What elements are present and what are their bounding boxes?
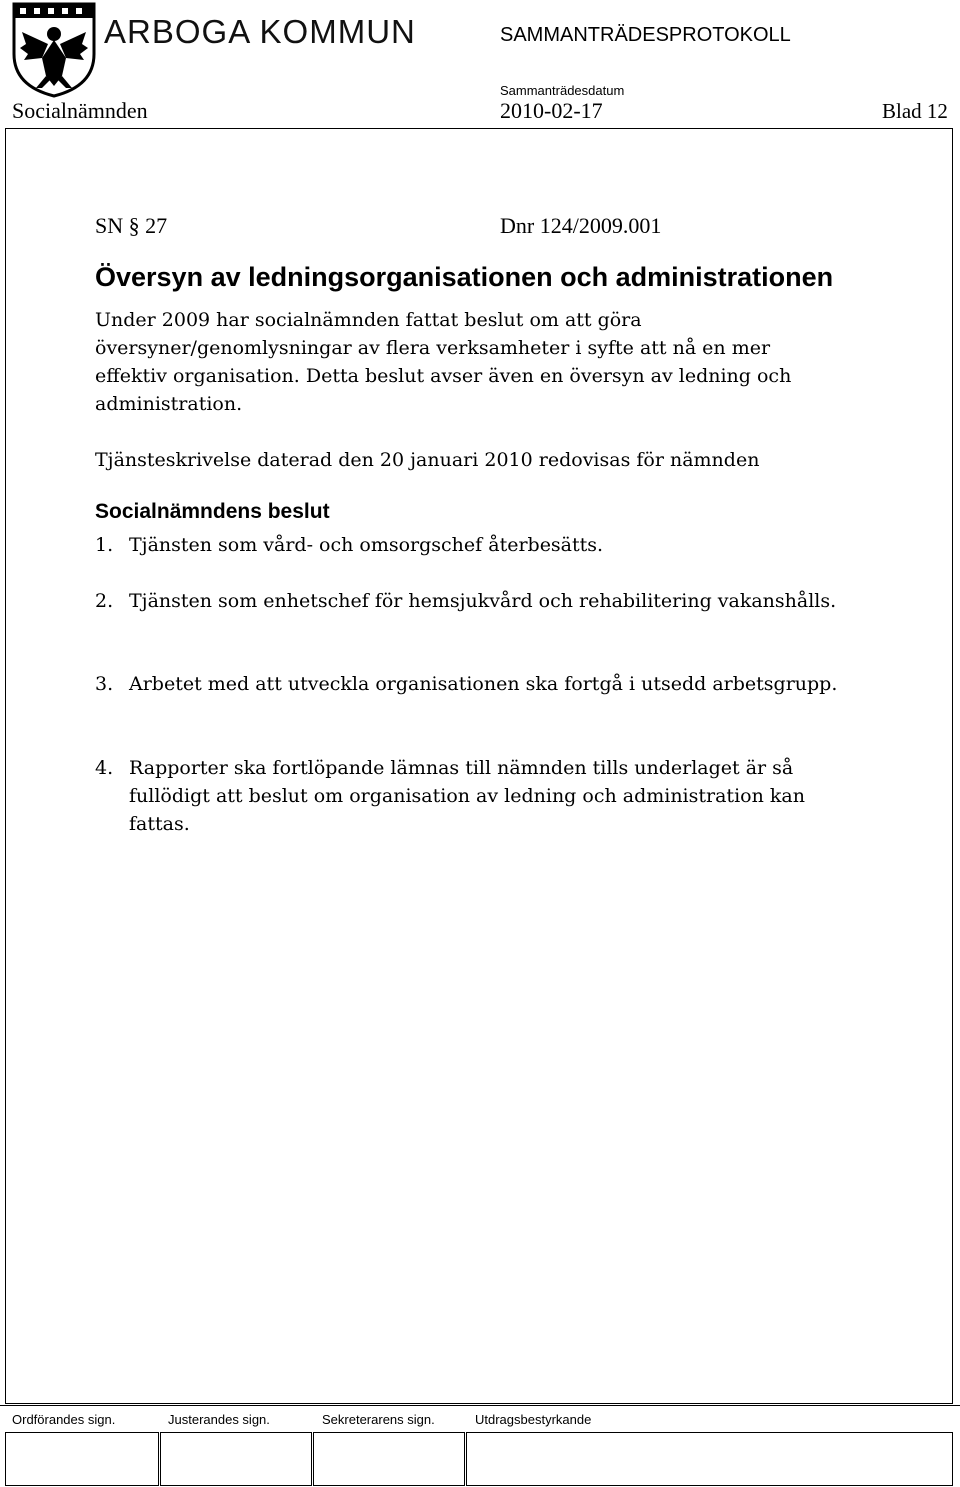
background-paragraph: Under 2009 har socialnämnden fattat beslut om att göra översyner/genomlysningar av flera verksamheter i syfte att nå en mer effektiv organisation. Detta beslut avser även en översyn av ledning och administration.	[95, 309, 792, 415]
secretary-signature-box	[313, 1432, 465, 1486]
case-number: SN § 27	[95, 213, 168, 238]
chair-signature-box	[5, 1432, 159, 1486]
registration-number: Dnr 124/2009.001	[500, 213, 662, 238]
municipal-coat-of-arms-logo	[12, 2, 96, 98]
footer-divider	[0, 1405, 960, 1406]
secretary-signature-label: Sekreterarens sign.	[322, 1412, 435, 1427]
sheet-number: Blad 12	[882, 99, 948, 123]
decision-item-number: 1.	[95, 534, 114, 556]
adjuster-signature-box	[160, 1432, 312, 1486]
meeting-date: 2010-02-17	[500, 98, 603, 123]
decision-item-text: Rapporter ska fortlöpande lämnas till nämnden tills underlaget är så fullödigt att beslut om organisation av ledning och administration kan fattas.	[129, 757, 805, 835]
decision-item-number: 4.	[95, 757, 114, 779]
decision-item-text: Tjänsten som vård- och omsorgschef återbesätts.	[129, 534, 604, 556]
adjuster-signature-label: Justerandes sign.	[168, 1412, 270, 1427]
committee-name: Socialnämnden	[12, 98, 148, 123]
decision-heading: Socialnämndens beslut	[95, 500, 330, 523]
decision-item-text: Arbetet med att utveckla organisationen ska fortgå i utsedd arbetsgrupp.	[129, 673, 838, 695]
certified-extract-label: Utdragsbestyrkande	[475, 1412, 592, 1427]
decision-item-number: 2.	[95, 590, 114, 612]
document-type: SAMMANTRÄDESPROTOKOLL	[500, 24, 791, 46]
organization-name: ARBOGA KOMMUN	[104, 13, 416, 50]
case-title: Översyn av ledningsorganisationen och administrationen	[95, 262, 834, 292]
decision-item-text: Tjänsten som enhetschef för hemsjukvård och rehabilitering vakanshålls.	[129, 590, 837, 612]
certified-extract-box	[466, 1432, 953, 1486]
chair-signature-label: Ordförandes sign.	[12, 1412, 116, 1427]
decision-item-number: 3.	[95, 673, 114, 695]
meeting-date-label: Sammanträdesdatum	[500, 83, 625, 98]
report-paragraph: Tjänsteskrivelse daterad den 20 januari 2010 redovisas för nämnden	[95, 449, 760, 471]
